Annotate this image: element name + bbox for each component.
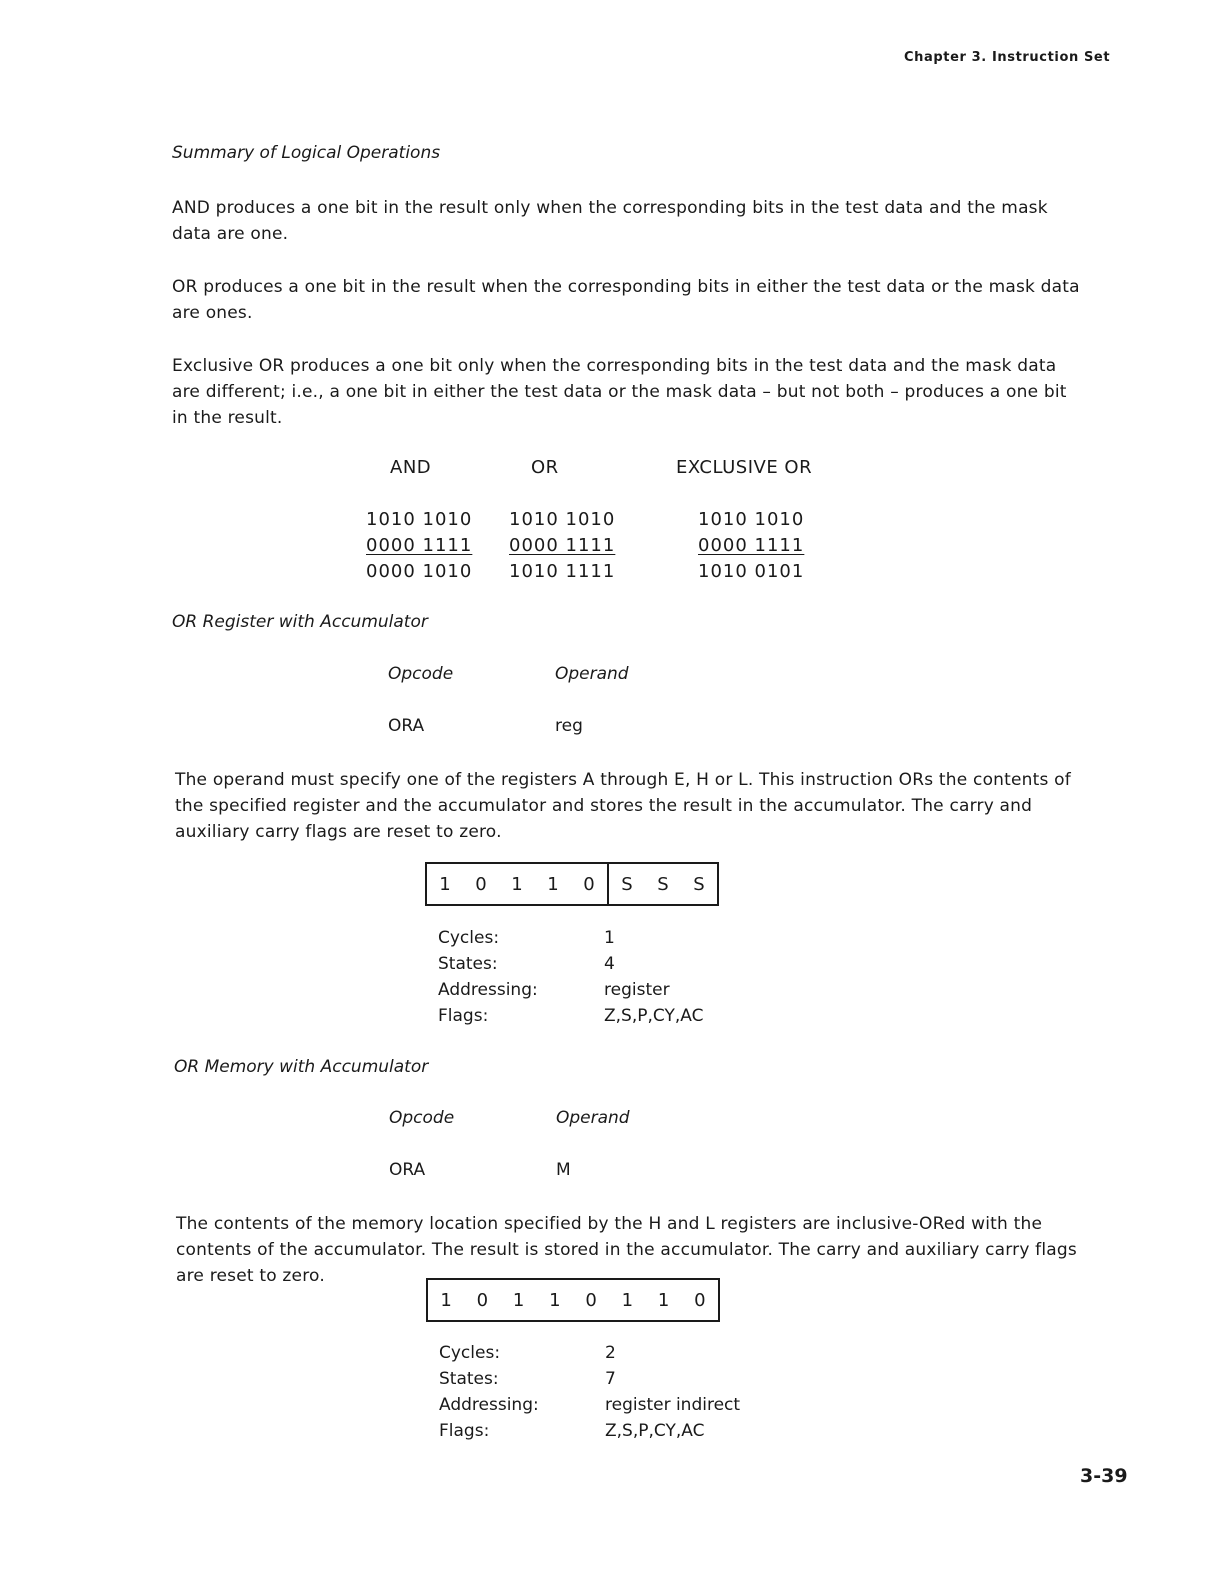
encoding-bit: 1 (511, 873, 523, 895)
or-test-data: 1010 1010 (509, 509, 616, 530)
and-column (366, 507, 472, 585)
encoding-bit: 0 (583, 873, 595, 895)
paragraph-xor-text: Exclusive OR produces a one bit only when the corresponding bits in the test data and the mask data are different; i.e., a one bit in either the test data or the mask data – but not both – produces a one bit in the result. (172, 356, 1067, 428)
and-result: 0000 1010 (366, 561, 473, 582)
or-column-heading: OR (531, 457, 559, 478)
paragraph-or-text: OR produces a one bit in the result when the corresponding bits in either the test data or the mask data are ones. (172, 277, 1080, 323)
xor-test-data: 1010 1010 (698, 509, 805, 530)
ora-mem-description-text: The contents of the memory location specified by the H and L registers are inclusive-ORed with the contents of the accumulator. The result is stored in the accumulator. The carry and auxiliary carry flags are reset to zero. (176, 1214, 1077, 1286)
encoding-bit: S (657, 873, 669, 895)
and-mask-data: 0000 1111 (366, 535, 473, 556)
ora-reg-operand: reg (555, 716, 583, 736)
cycles-value: 2 (605, 1343, 616, 1363)
or-column (509, 507, 615, 585)
ora-reg-opcode-label: Opcode (388, 664, 454, 684)
ora-reg-operand-label: Operand (555, 664, 629, 684)
encoding-bit: 1 (440, 1289, 452, 1311)
encoding-bit: S (607, 864, 645, 904)
flags-value: Z,S,P,CY,AC (604, 1006, 704, 1026)
paragraph-and (172, 195, 1087, 247)
encoding-bit: 0 (585, 1289, 597, 1311)
encoding-bit: 0 (694, 1289, 706, 1311)
cycles-value: 1 (604, 928, 615, 948)
states-value: 4 (604, 954, 615, 974)
ora-reg-encoding (425, 862, 719, 906)
paragraph-xor (172, 353, 1087, 431)
ora-mem-encoding (426, 1278, 720, 1322)
xor-result: 1010 0101 (698, 561, 805, 582)
or-result: 1010 1111 (509, 561, 616, 582)
encoding-bit: 1 (512, 1289, 525, 1311)
and-test-data: 1010 1010 (366, 509, 473, 530)
states-label: States: (439, 1369, 499, 1389)
encoding-bit: 1 (439, 873, 451, 895)
addressing-label: Addressing: (439, 1395, 539, 1415)
ora-reg-prop-labels (438, 925, 538, 1029)
encoding-bit: 0 (475, 873, 487, 895)
addressing-value: register (604, 980, 670, 1000)
ora-reg-description-text: The operand must specify one of the registers A through E, H or L. This instruction ORs the contents of the specified register and the accumulator and stores the result in the accumulator. The carry and auxiliary carry flags are reset to zero. (175, 770, 1071, 842)
ora-reg-description (175, 767, 1090, 845)
encoding-bit: S (693, 873, 705, 895)
ora-reg-prop-values (604, 925, 703, 1029)
ora-mem-operand-label: Operand (556, 1108, 630, 1128)
section-title-summary: Summary of Logical Operations (172, 143, 441, 163)
page-number: 3-39 (1080, 1465, 1128, 1487)
xor-column-heading: EXCLUSIVE OR (676, 457, 813, 478)
states-value: 7 (605, 1369, 616, 1389)
addressing-value: register indirect (605, 1395, 741, 1415)
chapter-header: Chapter 3. Instruction Set (904, 50, 1111, 65)
addressing-label: Addressing: (438, 980, 538, 1000)
flags-value: Z,S,P,CY,AC (605, 1421, 705, 1441)
ora-mem-opcode-label: Opcode (389, 1108, 455, 1128)
ora-mem-prop-labels (439, 1340, 539, 1444)
cycles-label: Cycles: (439, 1343, 501, 1363)
flags-label: Flags: (438, 1006, 489, 1026)
encoding-bit: 1 (621, 1289, 634, 1311)
ora-mem-opcode: ORA (389, 1160, 426, 1180)
encoding-bit: 0 (476, 1289, 489, 1311)
states-label: States: (438, 954, 498, 974)
section-title-ora-reg: OR Register with Accumulator (172, 612, 428, 632)
paragraph-and-text: AND produces a one bit in the result only when the corresponding bits in the test data and the mask data are one. (172, 198, 1048, 244)
encoding-bit: 1 (549, 1289, 561, 1311)
and-column-heading: AND (390, 457, 432, 478)
xor-mask-data: 0000 1111 (698, 535, 805, 556)
xor-column (698, 507, 804, 585)
cycles-label: Cycles: (438, 928, 500, 948)
flags-label: Flags: (439, 1421, 490, 1441)
encoding-bit: 1 (657, 1289, 670, 1311)
paragraph-or (172, 274, 1087, 326)
ora-mem-prop-values (605, 1340, 740, 1444)
encoding-bit: 1 (547, 873, 559, 895)
section-title-ora-mem: OR Memory with Accumulator (174, 1057, 429, 1077)
ora-reg-opcode: ORA (388, 716, 425, 736)
or-mask-data: 0000 1111 (509, 535, 616, 556)
ora-mem-operand: M (556, 1160, 571, 1180)
